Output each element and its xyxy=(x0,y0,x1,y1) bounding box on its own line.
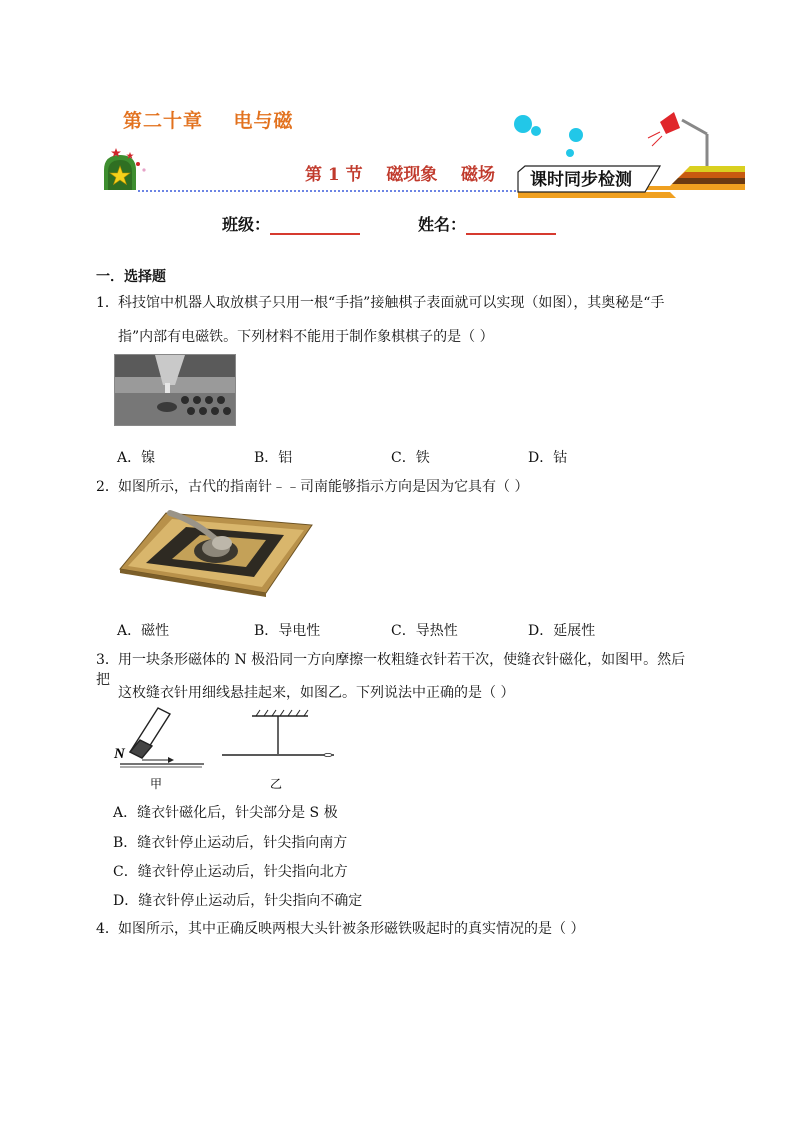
robot-chess-photo xyxy=(114,354,236,426)
section-title: 第 1 节 磁现象 磁场 xyxy=(305,165,496,185)
name-label: 姓名： xyxy=(418,215,467,234)
question-1-options xyxy=(117,447,677,467)
question-3-text: 用一块条形磁体的 N 极沿同一方向摩擦一枚粗缝衣针若干次，使缝衣针磁化，如图甲。然后把 xyxy=(96,652,686,688)
chapter-title: 第二十章 电与磁 xyxy=(123,110,294,132)
name-blank[interactable] xyxy=(466,215,556,235)
option-d[interactable]: D．延展性 xyxy=(528,623,596,639)
figure-jia-label: 甲 xyxy=(150,777,163,791)
lamp-icon xyxy=(648,112,707,166)
option-d[interactable]: D．钴 xyxy=(528,450,568,466)
question-4-line-1 xyxy=(96,919,696,939)
suspended-needle-diagram xyxy=(222,710,334,757)
needle-magnetization-figure xyxy=(112,706,342,792)
question-3-number: 3． xyxy=(96,652,119,668)
question-3-line-2: 这枚缝衣针用细线悬挂起来，如图乙。下列说法中正确的是（ ） xyxy=(118,685,515,701)
question-3-option-c[interactable]: C．缝衣针停止运动后，针尖指向北方 xyxy=(113,864,348,880)
question-2-number: 2． xyxy=(96,479,119,495)
option-b[interactable]: B．铝 xyxy=(254,450,293,466)
question-1-text: 科技馆中机器人取放棋子只用一根“手指”接触棋子表面就可以实现（如图），其奥秘是“手 xyxy=(118,295,665,311)
option-c[interactable]: C．导热性 xyxy=(391,623,458,639)
question-4-number: 4． xyxy=(96,921,119,937)
question-1-number: 1． xyxy=(96,295,119,311)
class-field xyxy=(222,212,360,235)
figure-yi-label: 乙 xyxy=(270,777,283,791)
question-1-line-1 xyxy=(96,293,696,313)
name-field xyxy=(418,212,556,235)
section-heading: 一．选择题 xyxy=(96,269,166,285)
question-3-option-b[interactable]: B．缝衣针停止运动后，针尖指向南方 xyxy=(113,835,348,851)
question-2-line-1 xyxy=(96,477,696,497)
header-banner xyxy=(100,110,760,200)
sync-test-label: 课时同步检测 xyxy=(530,170,632,190)
class-label: 班级： xyxy=(222,215,271,234)
option-b[interactable]: B．导电性 xyxy=(254,623,321,639)
question-3-option-d[interactable]: D．缝衣针停止运动后，针尖指向不确定 xyxy=(113,893,363,909)
option-c[interactable]: C．铁 xyxy=(391,450,430,466)
question-2-options xyxy=(117,620,677,640)
question-3-option-a[interactable]: A．缝衣针磁化后，针尖部分是 S 极 xyxy=(113,805,338,821)
question-1-line-2: 指”内部有电磁铁。下列材料不能用于制作象棋棋子的是（ ） xyxy=(118,329,494,345)
class-blank[interactable] xyxy=(270,215,360,235)
option-a[interactable]: A．镍 xyxy=(117,450,156,466)
n-pole-label: N xyxy=(114,746,125,762)
question-4-text: 如图所示，其中正确反映两根大头针被条形磁铁吸起时的真实情况的是（ ） xyxy=(118,921,585,937)
star-logo-icon xyxy=(104,148,146,190)
magnet-rubbing-diagram xyxy=(120,708,204,767)
option-a[interactable]: A．磁性 xyxy=(117,623,170,639)
sinan-compass-image xyxy=(116,503,316,597)
question-2-text: 如图所示，古代的指南针﹣﹣司南能够指示方向是因为它具有（ ） xyxy=(118,479,529,495)
